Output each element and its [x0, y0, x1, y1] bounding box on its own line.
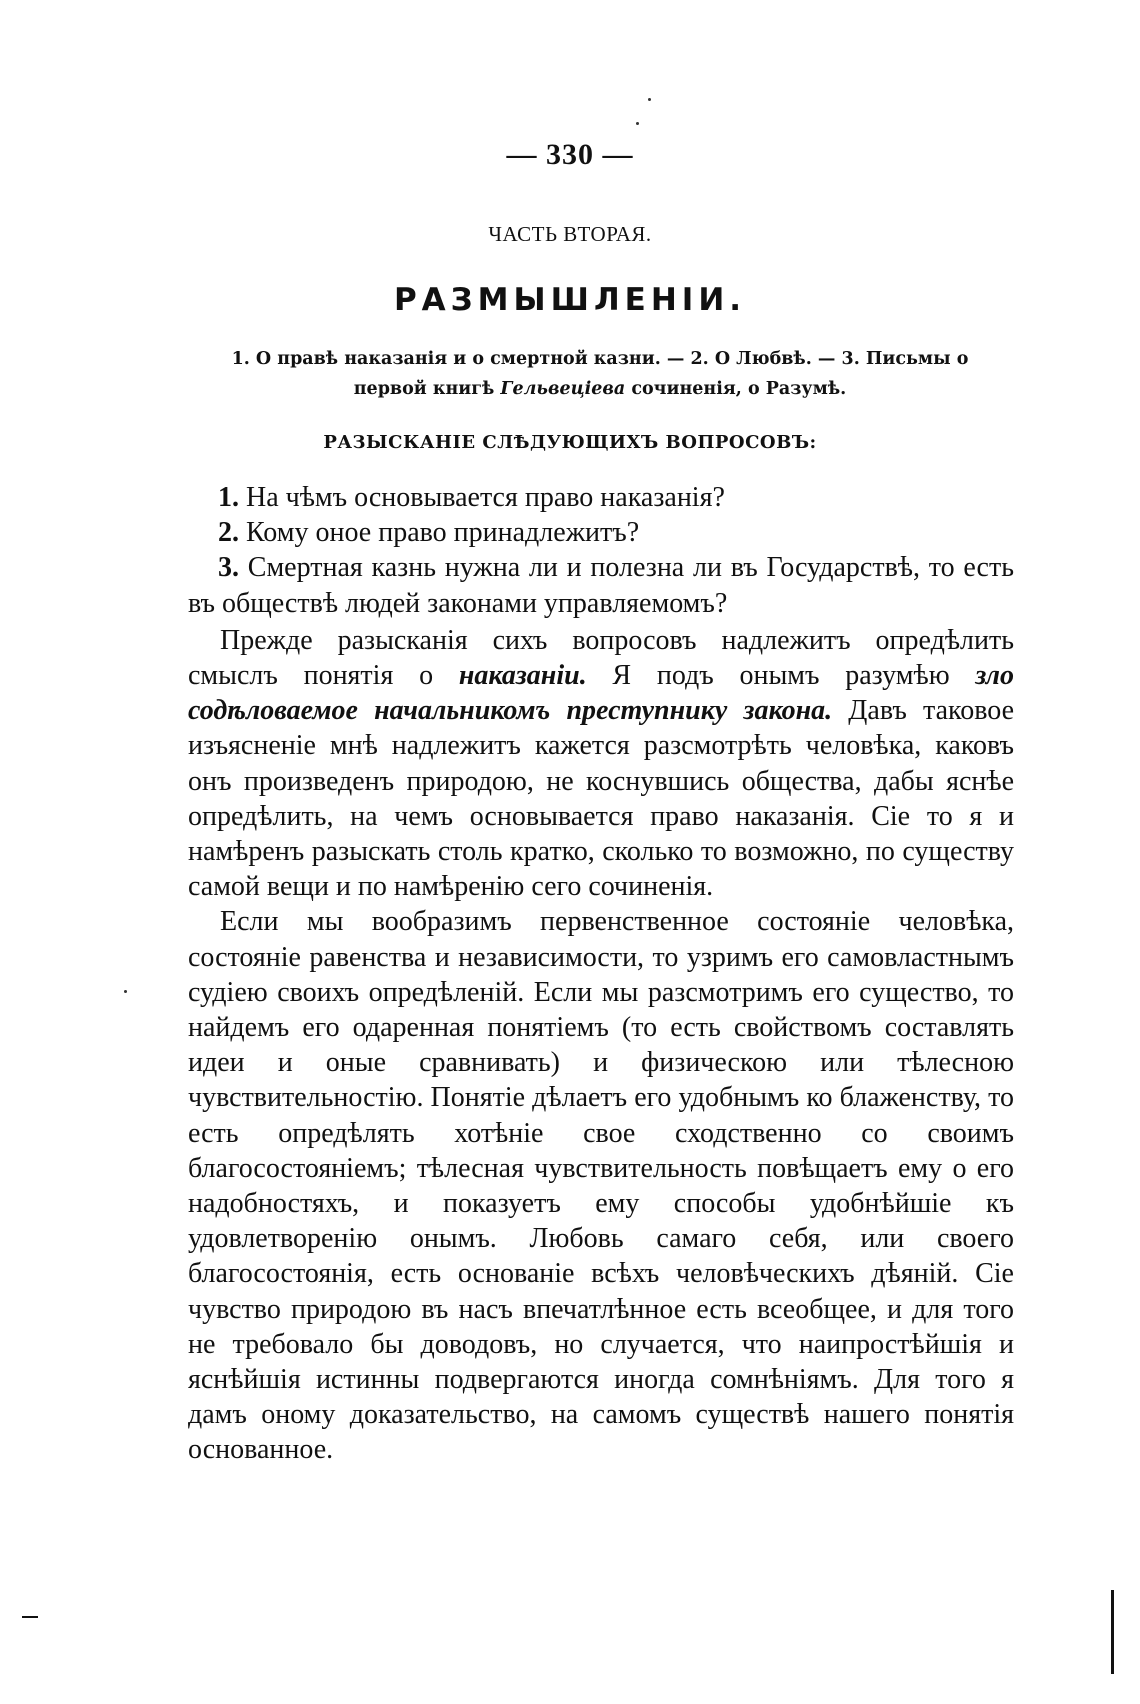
- paragraph-1: [188, 623, 1014, 905]
- speck: [648, 98, 651, 101]
- speck: [124, 990, 127, 993]
- question-number: 3.: [218, 552, 239, 584]
- paragraph-1-text: Я подъ онымъ разумѣю: [586, 660, 976, 692]
- subtitle-text: 1. О правѣ наказанія и о смертной казни. — 2. О Любвѣ. — 3. Письмы о первой книгѣ: [231, 349, 969, 399]
- main-title: РАЗМЫШЛЕНІИ.: [393, 282, 747, 318]
- subtitle: [200, 344, 1000, 404]
- body-text: [188, 480, 1014, 1468]
- question-text: Смертная казнь нужна ли и полезна ли въ Государствѣ, то есть въ обществѣ людей законами управляемомъ?: [188, 552, 1014, 619]
- speck: [636, 122, 639, 125]
- question-text: На чѣмъ основывается право наказанія?: [246, 482, 725, 513]
- part-title: ЧАСТЬ ВТОРАЯ.: [488, 222, 652, 246]
- question-text: Кому оное право принадлежитъ?: [246, 517, 640, 549]
- question-item: [188, 480, 1014, 515]
- page-number: — 330 —: [506, 138, 634, 171]
- question-item: [188, 515, 1014, 550]
- paragraph-1-text: Прежде разысканія сихъ вопросовъ надлежитъ опредѣлить смыслъ понятія о: [188, 624, 1014, 692]
- edge-mark: [1111, 1590, 1114, 1674]
- subtitle-text-end: сочиненія, о Разумѣ.: [625, 379, 847, 399]
- paragraph-1-italic: зло содѣловаемое начальникомъ преступнику закона.: [188, 660, 1014, 727]
- margin-mark: [22, 1616, 38, 1618]
- question-number: 1.: [218, 482, 239, 513]
- paragraph-2: Если мы вообразимъ первенственное состояніе человѣка, состояніе равенства и независимости, то узримъ его самовластнымъ судіею своихъ опредѣленій. Если мы разсмотримъ его существо, то найдемъ его одаренная понятіемъ (то есть свойствомъ составлять идеи и оные сравнивать) и физическою или тѣлесною чувствительностію. Понятіе дѣлаетъ его удобнымъ ко блаженству, то есть опредѣлять хотѣніе свое сходственно со своимъ благосостояніемъ; тѣлесная чувствительность повѣщаетъ ему о его надобностяхъ, и показуетъ ему способы удобнѣйшіе къ удовлетворенію онымъ. Любовь самаго себя, или своего благосостоянія, есть основаніе всѣхъ человѣческихъ дѣяній. Сіе чувство природою въ насъ впечатлѣнное есть всеобщее, и для того не требовало бы доводовъ, но случается, что наипростѣйшія и яснѣйшія истинны подвергаются иногда сомнѣніямъ. Для того я дамъ оному доказательство, на самомъ существѣ нашего понятія основанное.: [188, 906, 1014, 1466]
- paragraph-1-italic: наказаніи.: [458, 660, 587, 692]
- question-number: 2.: [218, 517, 239, 549]
- subtitle-italic: Гельвецiева: [500, 379, 626, 399]
- paragraph-1-text: Давъ таковое изъясненіе мнѣ надлежитъ кажется разсмотрѣть человѣка, каковъ онъ произведенъ природою, не коснувшись общества, дабы яснѣе опредѣлить, на чемъ основывается право наказанія. Сіе то я и намѣренъ разыскать столь кратко, сколько то возможно, по существу самой вещи и по намѣренію сего сочиненія.: [188, 695, 1015, 903]
- question-list: [188, 480, 1014, 621]
- question-item: [188, 550, 1014, 620]
- section-heading: РАЗЫСКАНІЕ СЛѢДУЮЩИХЪ ВОПРОСОВЪ:: [323, 432, 817, 453]
